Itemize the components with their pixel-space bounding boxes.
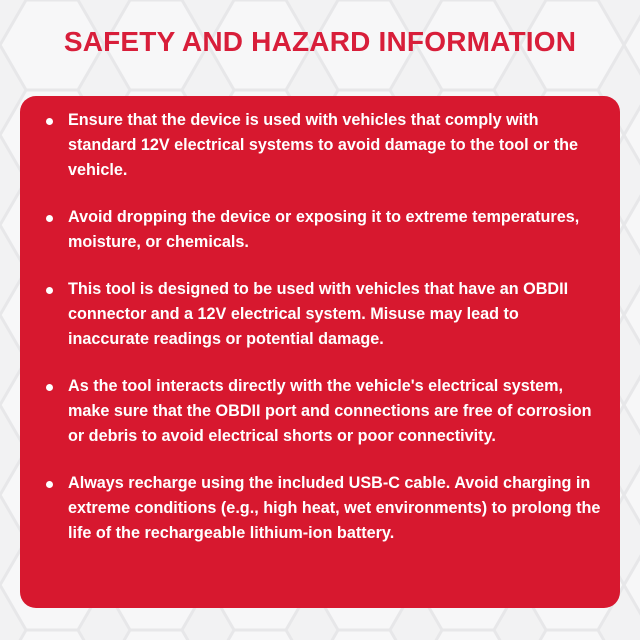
list-item-text: Ensure that the device is used with vehicles that comply with standard 12V electrical systems to avoid damage to the tool or the vehicle. <box>68 111 579 179</box>
bullet-icon <box>46 215 53 222</box>
list-item <box>46 205 602 255</box>
page-title: SAFETY AND HAZARD INFORMATION <box>63 26 577 57</box>
bullet-icon <box>46 481 53 488</box>
safety-info-panel <box>20 96 620 608</box>
list-item <box>46 471 602 546</box>
list-item-text: As the tool interacts directly with the vehicle's electrical system, make sure that the OBDII port and connections are free of corrosion or debris to avoid electrical shorts or poor connectivity. <box>68 377 592 445</box>
bullet-icon <box>46 287 53 294</box>
list-item <box>46 108 602 183</box>
list-item <box>46 277 602 352</box>
list-item-text: Always recharge using the included USB-C cable. Avoid charging in extreme conditions (e.g., high heat, wet environments) to prolong the life of the rechargeable lithium-ion battery. <box>68 474 601 542</box>
bullet-icon <box>46 118 53 125</box>
list-item-text: This tool is designed to be used with vehicles that have an OBDII connector and a 12V electrical system. Misuse may lead to inaccurate readings or potential damage. <box>68 280 569 348</box>
bullet-icon <box>46 384 53 391</box>
list-item-text: Avoid dropping the device or exposing it to extreme temperatures, moisture, or chemicals. <box>68 208 580 251</box>
list-item <box>46 374 602 449</box>
